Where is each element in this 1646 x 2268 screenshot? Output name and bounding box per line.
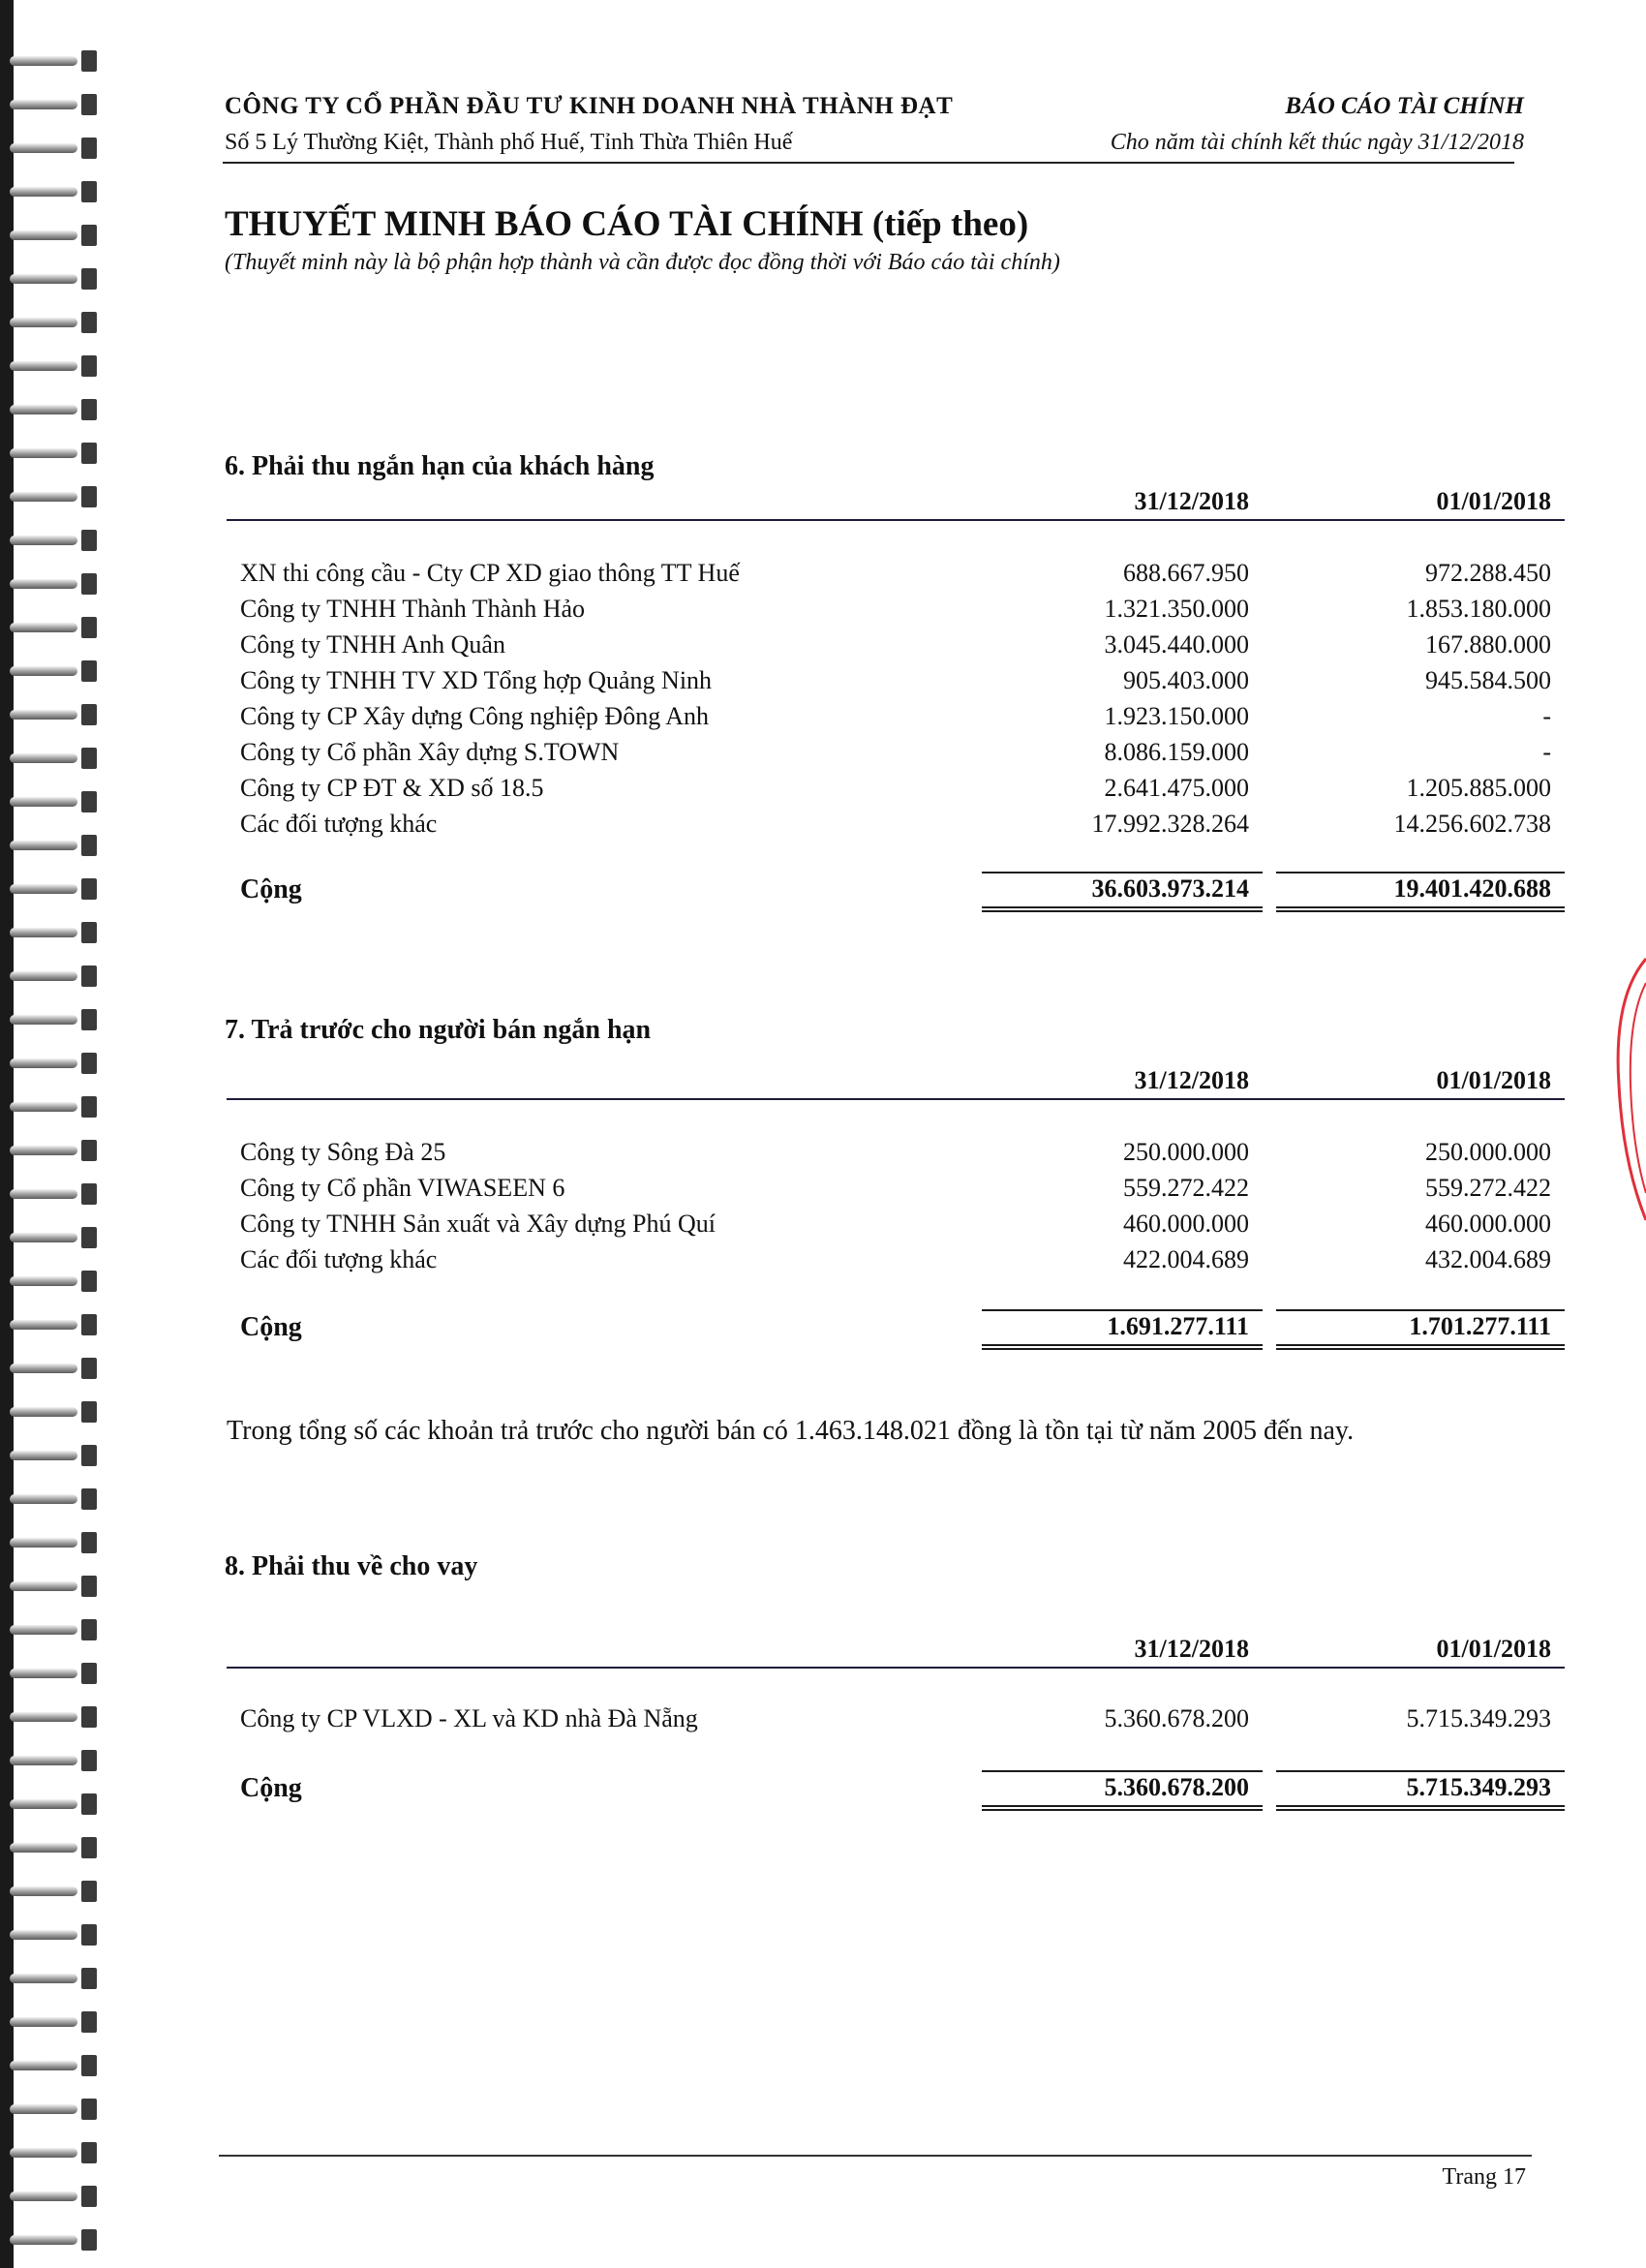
table-cell-value: 460.000.000 xyxy=(1123,1210,1249,1238)
section-8-col1-header: 31/12/2018 xyxy=(1134,1635,1249,1663)
table-cell-value: 250.000.000 xyxy=(1425,1138,1551,1166)
page-number: Trang 17 xyxy=(1442,2164,1526,2190)
table-row-label: Công ty TNHH Anh Quân xyxy=(240,630,505,659)
section-6-col2-header: 01/01/2018 xyxy=(1436,487,1551,515)
section-6-total-col1: 36.603.973.214 xyxy=(1091,874,1249,903)
table-cell-value: 250.000.000 xyxy=(1123,1138,1249,1166)
table-row-label: Công ty Sông Đà 25 xyxy=(240,1138,446,1166)
section-6-rule xyxy=(227,519,1565,521)
red-stamp-fragment xyxy=(1607,939,1646,1230)
table-row-label: Công ty Cổ phần VIWASEEN 6 xyxy=(240,1174,565,1202)
total-rule xyxy=(1276,872,1565,873)
table-cell-value: - xyxy=(1542,702,1551,730)
table-row-label: Công ty TNHH Sản xuất và Xây dựng Phú Quí xyxy=(240,1210,716,1238)
section-7-col2-header: 01/01/2018 xyxy=(1436,1066,1551,1094)
section-6-total-label: Cộng xyxy=(240,874,302,904)
page-subtitle: (Thuyết minh này là bộ phận hợp thành và cần được đọc đồng thời với Báo cáo tài chính) xyxy=(225,250,1060,275)
table-cell-value: 432.004.689 xyxy=(1425,1245,1551,1273)
company-address: Số 5 Lý Thường Kiệt, Thành phố Huế, Tỉnh Thừa Thiên Huế xyxy=(225,130,793,155)
total-rule xyxy=(982,872,1263,873)
footer-rule xyxy=(219,2155,1532,2157)
table-cell-value: 1.205.885.000 xyxy=(1406,774,1551,802)
section-8-total-col1: 5.360.678.200 xyxy=(1104,1773,1249,1801)
section-6-title: 6. Phải thu ngắn hạn của khách hàng xyxy=(225,451,655,481)
table-cell-value: 688.667.950 xyxy=(1123,559,1249,587)
total-rule xyxy=(1276,1770,1565,1772)
table-row-label: Công ty Cổ phần Xây dựng S.TOWN xyxy=(240,738,620,766)
table-row-label: Các đối tượng khác xyxy=(240,810,438,838)
section-7-note: Trong tổng số các khoản trả trước cho người bán có 1.463.148.021 đồng là tồn tại từ năm 2005 đến nay. xyxy=(227,1416,1355,1446)
section-7-col1-header: 31/12/2018 xyxy=(1134,1066,1249,1094)
total-rule xyxy=(1276,1309,1565,1311)
company-name: CÔNG TY CỔ PHẦN ĐẦU TƯ KINH DOANH NHÀ THÀNH ĐẠT xyxy=(225,93,954,119)
table-cell-value: 5.360.678.200 xyxy=(1104,1704,1249,1732)
total-double-rule xyxy=(1276,1344,1565,1350)
section-8-rule xyxy=(227,1667,1565,1669)
section-8-col2-header: 01/01/2018 xyxy=(1436,1635,1551,1663)
report-period: Cho năm tài chính kết thúc ngày 31/12/2018 xyxy=(1110,130,1524,155)
table-cell-value: 5.715.349.293 xyxy=(1406,1704,1551,1732)
table-cell-value: 3.045.440.000 xyxy=(1104,630,1249,659)
section-8-title: 8. Phải thu về cho vay xyxy=(225,1551,478,1581)
table-row-label: XN thi công cầu - Cty CP XD giao thông TT Huế xyxy=(240,559,740,587)
section-7-rule xyxy=(227,1098,1565,1100)
section-7-title: 7. Trả trước cho người bán ngắn hạn xyxy=(225,1015,652,1045)
table-row-label: Công ty TNHH Thành Thành Hảo xyxy=(240,595,586,623)
total-double-rule xyxy=(982,1805,1263,1811)
table-cell-value: 1.321.350.000 xyxy=(1104,595,1249,623)
table-cell-value: 17.992.328.264 xyxy=(1091,810,1249,838)
total-rule xyxy=(982,1309,1263,1311)
table-cell-value: - xyxy=(1542,738,1551,766)
table-row-label: Các đối tượng khác xyxy=(240,1245,438,1273)
total-rule xyxy=(982,1770,1263,1772)
table-row-label: Công ty CP Xây dựng Công nghiệp Đông Anh xyxy=(240,702,710,730)
total-double-rule xyxy=(982,906,1263,912)
table-cell-value: 167.880.000 xyxy=(1425,630,1551,659)
total-double-rule xyxy=(982,1344,1263,1350)
page-title: THUYẾT MINH BÁO CÁO TÀI CHÍNH (tiếp theo) xyxy=(225,204,1029,244)
table-cell-value: 2.641.475.000 xyxy=(1104,774,1249,802)
section-7-total-col2: 1.701.277.111 xyxy=(1409,1312,1551,1340)
table-cell-value: 945.584.500 xyxy=(1425,666,1551,694)
section-6-total-col2: 19.401.420.688 xyxy=(1393,874,1551,903)
total-double-rule xyxy=(1276,906,1565,912)
section-6-col1-header: 31/12/2018 xyxy=(1134,487,1249,515)
table-cell-value: 1.853.180.000 xyxy=(1406,595,1551,623)
section-8-total-col2: 5.715.349.293 xyxy=(1406,1773,1551,1801)
table-cell-value: 905.403.000 xyxy=(1123,666,1249,694)
header-rule xyxy=(223,162,1514,164)
section-7-total-label: Cộng xyxy=(240,1312,302,1342)
table-cell-value: 559.272.422 xyxy=(1425,1174,1551,1202)
section-7-total-col1: 1.691.277.111 xyxy=(1107,1312,1249,1340)
table-cell-value: 422.004.689 xyxy=(1123,1245,1249,1273)
total-double-rule xyxy=(1276,1805,1565,1811)
table-cell-value: 972.288.450 xyxy=(1425,559,1551,587)
table-cell-value: 460.000.000 xyxy=(1425,1210,1551,1238)
section-8-total-label: Cộng xyxy=(240,1773,302,1803)
table-row-label: Công ty CP ĐT & XD số 18.5 xyxy=(240,774,544,802)
table-cell-value: 14.256.602.738 xyxy=(1393,810,1551,838)
table-row-label: Công ty TNHH TV XD Tổng hợp Quảng Ninh xyxy=(240,666,713,694)
table-cell-value: 8.086.159.000 xyxy=(1104,738,1249,766)
table-cell-value: 1.923.150.000 xyxy=(1104,702,1249,730)
table-row-label: Công ty CP VLXD - XL và KD nhà Đà Nẵng xyxy=(240,1704,698,1732)
report-type: BÁO CÁO TÀI CHÍNH xyxy=(1285,93,1524,119)
table-cell-value: 559.272.422 xyxy=(1123,1174,1249,1202)
